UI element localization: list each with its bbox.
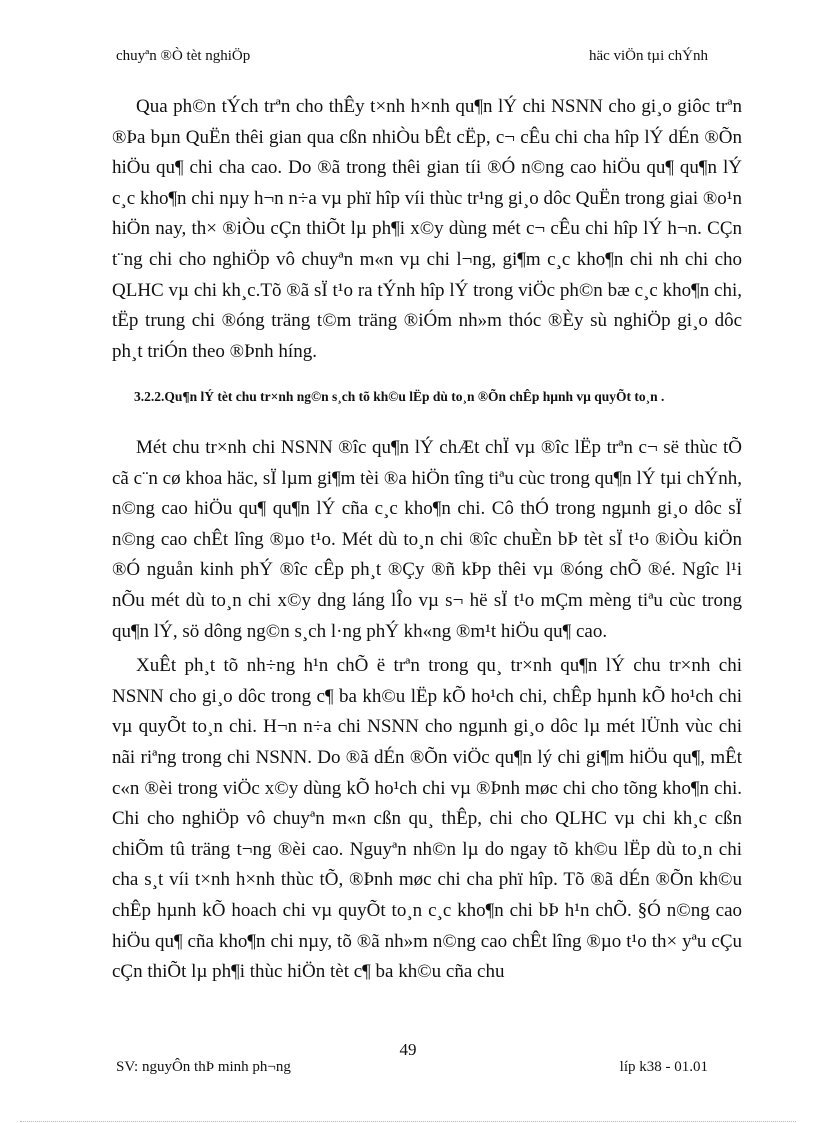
header-right-text: häc viÖn tµi chÝnh [588,48,708,64]
page-number: 49 [399,1040,417,1059]
paragraph: Mét chu tr×nh chi NSNN ®îc qu¶n lÝ chÆt chÏ vµ ®îc lËp trªn c¬ së thùc tÕ cã c¨n cø khoa häc, sÏ lµm gi¶m tèi ®a hiÖn tîng tiªu cùc trong qu¶n lÝ tµi chÝnh, n©ng cao hiÖu qu¶ qu¶n lÝ cña c¸c kho¶n chi. Cô thÓ trong ngµnh gi¸o dôc sÏ n©ng cao chÊt lîng ®µo t¹o. Mét dù to¸n chi ®îc chuÈn bÞ tèt sÏ t¹o ®iÒu kiÖn ®Ó nguån kinh phÝ ®îc cÊp ph¸t ®Çy ®ñ kÞp thêi vµ ®óng chÕ ®é. Ngîc l¹i nÕu mét dù to¸n chi x©y dng láng lÎo vµ s¬ hë sÏ t¹o mÇm mèng tiªu cùc trong qu¶n lÝ, sö dông ng©n s¸ch l·ng phÝ kh«ng ®m¹t hiÖu qu¶ cao. [112,437,742,642]
page-footer [116,1059,708,1076]
paragraph: XuÊt ph¸t tõ nh÷ng h¹n chÕ ë trªn trong qu¸ tr×nh qu¶n lÝ chu tr×nh chi NSNN cho gi¸o dôc trong c¶ ba kh©u lËp kÕ ho¹ch chi, chÊp hµnh kÕ ho¹ch chi vµ quyÕt to¸n chi. H¬n n÷a chi NSNN cho ngµnh gi¸o dôc lµ mét lÜnh vùc chi nãi riªng trong chi NSNN. Do ®ã dÉn ®Õn viÖc qu¶n lý chi gi¶m hiÖu qu¶, mÊt c«n ®èi trong viÖc x©y dùng kÕ ho¹ch chi vµ ®Þnh møc chi cho tõng kho¶n chi. Chi cho nghiÖp vô chuyªn m«n cßn qu¸ thÊp, chi cho QLHC vµ chi kh¸c cßn chiÕm tû träng t¬ng ®èi cao. Nguyªn nh©n lµ do ngay tõ kh©u lËp dù to¸n chi cha s¸t víi t×nh h×nh thùc tÕ, ®Þnh møc chi cha phï hîp. Tõ ®ã dÉn ®Õn kh©u chÊp hµnh kÕ hoach chi vµ quyÕt to¸n c¸c kho¶n chi bÞ h¹n chÕ. §Ó n©ng cao hiÖu qu¶ cña kho¶n chi nµy, tõ ®ã nh»m n©ng cao chÊt lîng ®µo t¹o th× yªu cÇu cÇn thiÕt lµ ph¶i thùc hiÖn tèt c¶ ba kh©u cña chu [112,655,742,983]
section-heading: 3.2.2.Qu¶n lÝ tèt chu tr×nh ng©n s¸ch tõ kh©u lËp dù to¸n ®Õn chÊp hµnh vµ quyÕt to¸n . [134,389,665,404]
page-header [116,48,708,65]
body-text-top [112,92,742,367]
paragraph: Qua ph©n tÝch trªn cho thÊy t×nh h×nh qu¶n lÝ chi NSNN cho gi¸o giôc trªn ®Þa bµn QuËn thêi gian qua cßn nhiÒu bÊt cËp, c¬ cÊu chi cha hîp lÝ dÉn ®Õn hiÖu qu¶ chi cha cao. Do ®ã trong thêi gian tíi ®Ó n©ng cao hiÖu qu¶ qu¶n lÝ c¸c kho¶n chi nµy h¬n n÷a vµ phï hîp víi thùc tr¹ng gi¸o dôc QuËn trong giai ®o¹n hiÖn nay, th× ®iÒu cÇn thiÕt lµ ph¶i x©y dùng mét c¬ cÊu chi hîp lÝ h¬n. CÇn t¨ng chi cho nghiÖp vô chuyªn m«n vµ chi l¬ng, gi¶m c¸c kho¶n chi nh chi cho QLHC vµ chi kh¸c.Tõ ®ã sÏ t¹o ra tÝnh hîp lÝ trong viÖc ph©n bæ c¸c kho¶n chi, tËp trung chi ®óng träng t©m träng ®iÓm nh»m thóc ®Èy sù nghiÖp gi¸o dôc ph¸t triÓn theo ®Þnh híng. [112,96,742,362]
body-text-bottom [112,433,742,992]
header-left-text: chuyªn ®Ò tèt nghiÖp [116,48,251,64]
page-bottom-rule [20,1121,796,1122]
footer-left-text: SV: nguyÔn thÞ minh ph¬ng [116,1059,291,1075]
footer-right-text: líp k38 - 01.01 [619,1059,708,1075]
